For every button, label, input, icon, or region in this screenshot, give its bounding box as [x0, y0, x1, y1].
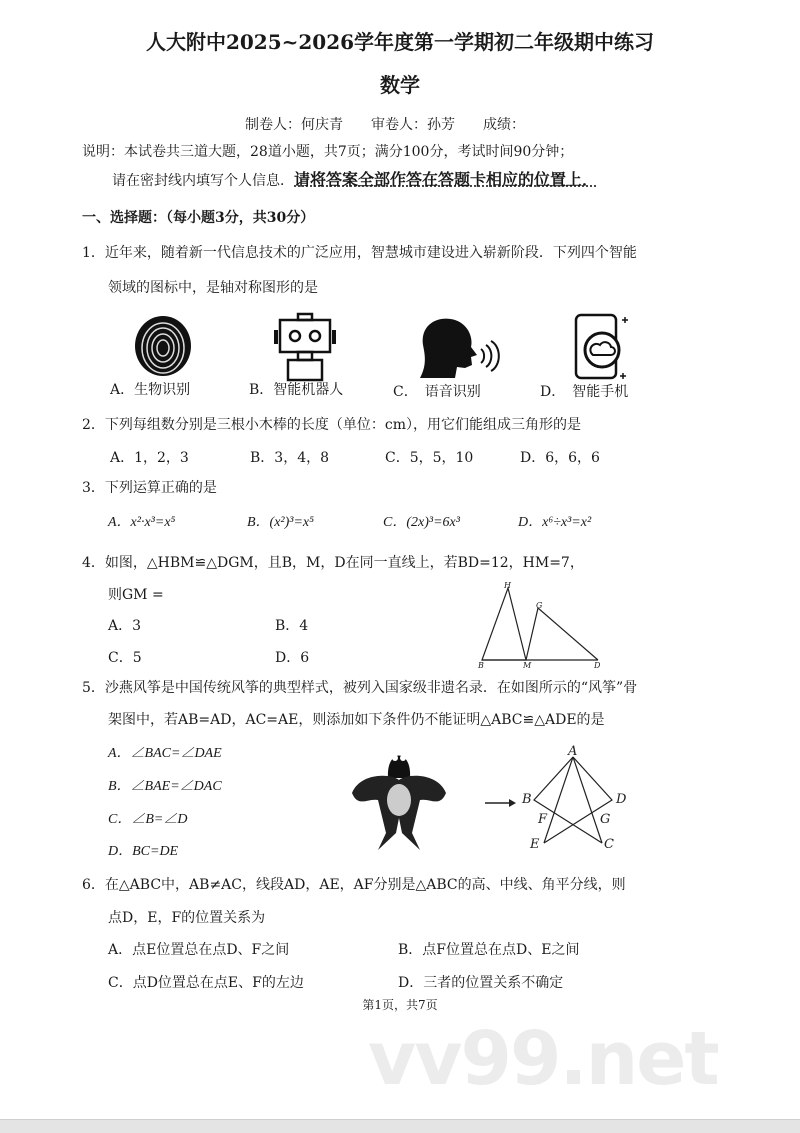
q5-option-b: B．∠BAE=∠DAC	[108, 779, 222, 794]
label-d: D	[616, 792, 627, 807]
exam-title: 人大附中2025~2026学年度第一学期初二年级期中练习	[145, 30, 655, 54]
q5-text: 5．沙燕风筝是中国传统风筝的典型样式，被列入国家级非遗名录．在如图所示的“风筝”骨	[82, 680, 638, 696]
q3-option-c: C．(2x)³=6x³	[383, 515, 460, 530]
watermark: vv99.net	[368, 1016, 718, 1102]
q3-option-a: A．x²·x³=x⁵	[108, 515, 176, 530]
q4-option-d: D．6	[275, 650, 310, 666]
q2-option-a: A．1，2，3	[110, 450, 189, 466]
smartphone-icon	[572, 312, 634, 382]
q3-option-b: B．(x²)³=x⁵	[247, 515, 315, 530]
q1-option-b: B．智能机器人	[249, 382, 344, 398]
q1-text: 1．近年来，随着新一代信息技术的广泛应用，智慧城市建设进入崭新阶段．下列四个智能	[82, 245, 637, 261]
fingerprint-icon	[133, 315, 193, 377]
q4-triangle-figure	[470, 580, 610, 670]
label-m: M	[523, 661, 532, 670]
q5-text-2: 架图中，若AB=AD，AC=AE，则添加如下条件仍不能证明△ABC≌△ADE的是	[108, 712, 605, 728]
label-c: C	[604, 837, 614, 852]
subject-title: 数学	[380, 73, 420, 97]
label-h: H	[504, 581, 511, 590]
instructions-line-2	[112, 171, 598, 190]
q3-option-d: D．x⁶÷x³=x²	[518, 515, 592, 530]
q4-option-c: C．5	[108, 650, 142, 666]
instructions-line-1: 说明：本试卷共三道大题，28道小题，共7页；满分100分，考试时间90分钟；	[82, 144, 574, 160]
arrow-icon	[483, 797, 517, 809]
label-g: G	[536, 601, 543, 610]
q1-text-2: 领域的图标中，是轴对称图形的是	[108, 280, 318, 296]
label-e: E	[530, 837, 540, 852]
q3-text: 3．下列运算正确的是	[82, 480, 217, 496]
q2-option-c: C．5，5，10	[385, 450, 474, 466]
page-footer: 第1页，共7页	[362, 998, 438, 1012]
q4-option-a: A．3	[108, 618, 142, 634]
swallow-kite-image	[350, 738, 450, 853]
q4-text: 4．如图，△HBM≌△DGM，且B，M，D在同一直线上，若BD=12，HM=7，	[82, 555, 584, 571]
section-heading: 一、选择题：（每小题3分，共30分）	[82, 210, 315, 226]
q5-option-a: A．∠BAC=∠DAE	[108, 746, 222, 761]
q2-option-d: D．6，6，6	[520, 450, 600, 466]
robot-icon	[270, 312, 340, 382]
label-g: G	[600, 812, 611, 827]
q5-option-d: D．BC=DE	[108, 844, 179, 859]
q4-text-2: 则GM =	[108, 587, 164, 603]
q6-option-a: A．点E位置总在点D、F之间	[108, 942, 290, 958]
q1-option-c: C． 语音识别	[393, 384, 481, 400]
q6-text-2: 点D，E，F的位置关系为	[108, 910, 266, 926]
instructions-info: 请在密封线内填写个人信息．	[112, 173, 294, 189]
q6-option-d: D．三者的位置关系不确定	[398, 975, 564, 991]
q1-option-a: A．生物识别	[110, 382, 191, 398]
q6-option-c: C．点D位置总在点E、F的左边	[108, 975, 304, 991]
q2-option-b: B．3，4，8	[250, 450, 330, 466]
q6-option-b: B．点F位置总在点D、E之间	[398, 942, 580, 958]
label-d: D	[594, 661, 601, 670]
viewer-bottom-bar	[0, 1120, 800, 1133]
label-b: B	[522, 792, 532, 807]
q4-option-b: B．4	[275, 618, 309, 634]
q5-option-c: C．∠B=∠D	[108, 812, 188, 827]
kite-frame-diagram	[520, 745, 630, 855]
label-a: A	[568, 745, 578, 759]
voice-recognition-icon	[415, 315, 500, 380]
q2-text: 2．下列每组数分别是三根小木棒的长度（单位：cm），用它们能组成三角形的是	[82, 417, 582, 433]
label-b: B	[478, 661, 484, 670]
q1-option-d: D． 智能手机	[540, 384, 629, 400]
instructions-emphasis: 请将答案全部作答在答题卡相应的位置上．	[294, 170, 599, 189]
q6-text: 6．在△ABC中，AB≠AC，线段AD，AE，AF分别是△ABC的高、中线、角平分线，则	[82, 877, 626, 893]
label-f: F	[538, 812, 548, 827]
authors-line: 制卷人：何庆青 审卷人：孙芳 成绩：	[245, 117, 525, 133]
